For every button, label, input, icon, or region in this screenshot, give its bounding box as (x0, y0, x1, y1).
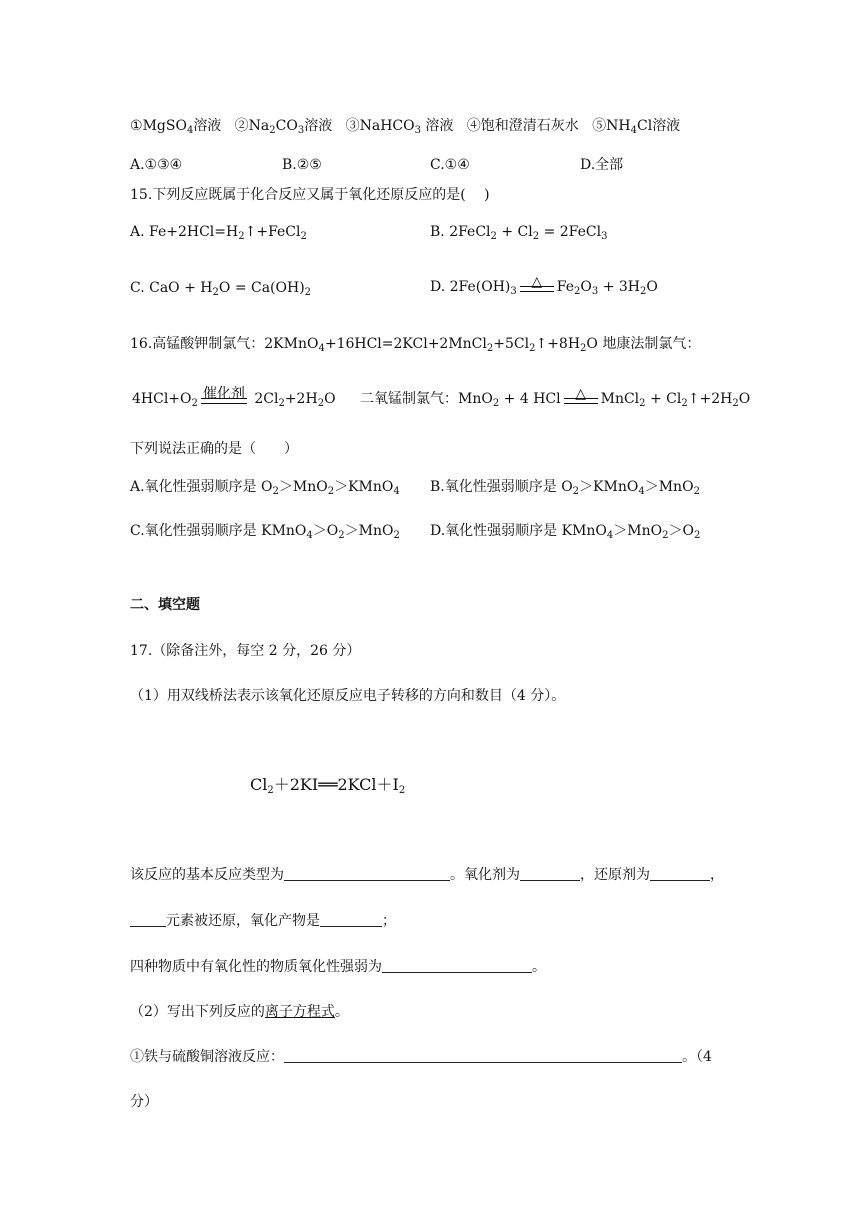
answer-blank-oxidizing-order[interactable] (382, 960, 532, 973)
catalyst-label: 催化剂 (202, 386, 245, 402)
option-label: B. (430, 224, 450, 240)
formula-part: 2Fe(OH) (449, 279, 511, 295)
q16-line2-deacon (132, 386, 336, 413)
option-5-marker: ⑤ (592, 118, 607, 134)
formula-part: + 4 HCl (499, 391, 561, 407)
text-part: ； (382, 913, 396, 929)
text-part: C.氧化性强弱顺序是 KMnO (130, 523, 307, 539)
subscript: 2 (398, 785, 406, 796)
formula-part: Fe+2HCl=H (149, 224, 239, 240)
heating-condition (564, 386, 598, 413)
text-part: A.氧化性强弱顺序是 O (130, 479, 273, 495)
option-4-text: ④饱和澄清石灰水 (466, 118, 579, 134)
q14-answer-d: D.全部 (580, 157, 624, 173)
subscript: 2 (300, 231, 307, 242)
answer-blank-oxidant[interactable] (520, 868, 580, 881)
heat-symbol: △ (575, 386, 586, 402)
subscript: 2 (304, 287, 312, 298)
answer-blank-oxidation-product[interactable] (320, 914, 382, 927)
text-part: ＞MnO (644, 479, 694, 495)
subscript: 4 (393, 486, 400, 497)
subscript: 2 (639, 398, 646, 409)
formula-part: +2H (284, 391, 318, 407)
text-part: 16.高锰酸钾制氯气：2KMnO (130, 336, 319, 352)
heat-symbol: △ (531, 274, 543, 290)
text-part: O 地康法制氯气： (586, 336, 701, 352)
subscript: 2 (191, 398, 198, 409)
option-3-text: 溶液 (420, 118, 454, 134)
answer-blank-element[interactable] (130, 914, 166, 927)
q15-option-d (430, 274, 658, 301)
subscript: 4 (630, 125, 637, 136)
section-heading: 二、填空题 (130, 597, 200, 613)
subscript: 2 (662, 530, 669, 541)
formula-part: 4HCl+O (132, 391, 192, 407)
option-5-formula-b: Cl (636, 118, 653, 134)
formula-part: O (646, 279, 658, 295)
formula-part: + Cl (645, 391, 682, 407)
subscript: 3 (414, 125, 421, 136)
q16-option-c (130, 522, 400, 545)
q17-part2-prompt (130, 1003, 349, 1021)
subscript: 4 (638, 486, 645, 497)
formula-part: ↑+2H (687, 391, 733, 407)
formula-part: ↑+FeCl (244, 224, 301, 240)
text-part: B.氧化性强弱顺序是 O (430, 479, 573, 495)
formula-part: O (738, 391, 751, 407)
subscript: 4 (186, 125, 194, 136)
subscript: 2 (492, 398, 500, 409)
subscript: 2 (338, 530, 345, 541)
text-part: ＞O (668, 523, 694, 539)
text-part: ，还原剂为 (580, 867, 650, 883)
q14-answer-a: A.①③④ (130, 157, 183, 173)
answer-blank-reductant[interactable] (650, 868, 710, 881)
q16-option-b (430, 478, 700, 501)
formula-part: Fe (556, 279, 575, 295)
text-part: 该反应的基本反应类型为 (130, 867, 284, 883)
formula-part: O = Ca(OH) (218, 280, 305, 296)
q14-options-line (130, 117, 680, 140)
subscript: 3 (601, 231, 608, 242)
option-3-marker: ③ (345, 118, 360, 134)
catalyst-condition (201, 386, 247, 413)
option-5-formula: NH (606, 118, 631, 134)
option-1-formula: MgSO (142, 118, 187, 134)
q17-part1-prompt: （1）用双线桥法表示该氧化还原反应电子转移的方向和数目（4 分）。 (130, 688, 566, 704)
subscript: 4 (318, 343, 325, 354)
subscript: 2 (269, 125, 276, 136)
option-5-text: 溶液 (652, 118, 681, 134)
text-part: +5Cl (493, 336, 530, 352)
subscript: 2 (327, 486, 335, 497)
subscript: 2 (694, 530, 701, 541)
q15-option-b (430, 223, 607, 246)
text-part: ＞KMnO (334, 479, 394, 495)
text-part: ＞O (312, 523, 339, 539)
answer-blank-ionic-equation[interactable] (284, 1050, 682, 1063)
text-part: 。 (532, 959, 546, 975)
subscript: 2 (732, 398, 739, 409)
subscript: 2 (490, 231, 497, 242)
formula-part: O (324, 391, 336, 407)
q17-header: 17.（除备注外，每空 2 分，26 分） (130, 643, 361, 659)
subscript: 2 (272, 486, 279, 497)
subscript: 2 (212, 287, 219, 298)
formula-part: 2Cl (254, 391, 279, 407)
text-part: ①铁与硫酸铜溶液反应： (130, 1049, 284, 1065)
q14-answer-b: B.②⑤ (282, 157, 322, 173)
text-part: （2）写出下列反应的 (130, 1004, 265, 1020)
subscript: 2 (532, 231, 540, 242)
text-part: D.氧化性强弱顺序是 KMnO (430, 523, 607, 539)
text-part: ＞MnO (344, 523, 394, 539)
q17-fill-line3 (130, 958, 546, 976)
subscript: 2 (574, 286, 581, 297)
q16-line2-mno2 (360, 386, 751, 413)
q17-part2-item1 (130, 1048, 712, 1066)
text-part: 元素被还原，氧化产物是 (166, 913, 320, 929)
subscript: 2 (486, 343, 494, 354)
text-part: +16HCl=2KCl+2MnCl (324, 336, 487, 352)
q15-stem: 15.下列反应既属于化合反应又属于氧化还原反应的是( ) (130, 187, 490, 203)
text-part: 。 (334, 1004, 349, 1020)
q17-part2-item1-cont: 分） (130, 1094, 158, 1110)
subscript: 2 (267, 785, 274, 796)
subscript: 2 (317, 398, 325, 409)
option-3-formula: NaHCO (359, 118, 415, 134)
formula-part: + 3H (598, 279, 640, 295)
formula-part: ＋2KI══2KCl＋I (273, 775, 399, 794)
option-label: D. (430, 279, 450, 295)
text-part: 四种物质中有氧化性的物质氧化性强弱为 (130, 959, 382, 975)
subscript: 2 (278, 398, 285, 409)
q16-prompt: 下列说法正确的是（ ） (130, 441, 298, 457)
option-label: C. (130, 280, 150, 296)
subscript: 2 (693, 486, 700, 497)
subscript: 2 (580, 343, 587, 354)
text-part: ＞MnO (613, 523, 663, 539)
text-part: 。（4 (682, 1049, 712, 1065)
text-part: 二氧锰制氯气： (360, 391, 458, 407)
text-part: ， (710, 867, 724, 883)
q16-option-a (130, 478, 400, 501)
option-label: A. (130, 224, 150, 240)
formula-part: + Cl (496, 224, 533, 240)
subscript: 2 (238, 231, 245, 242)
subscript: 3 (510, 286, 517, 297)
subscript: 2 (640, 286, 647, 297)
underlined-term: 离子方程式 (264, 1004, 335, 1020)
subscript: 3 (297, 125, 305, 136)
subscript: 4 (306, 530, 313, 541)
formula-part: MnO (458, 391, 493, 407)
q14-answer-c: C.①④ (430, 157, 470, 173)
subscript: 2 (393, 530, 400, 541)
option-1-marker: ① (130, 118, 143, 134)
subscript: 2 (681, 398, 688, 409)
formula-part: O (580, 279, 592, 295)
heating-condition (520, 274, 554, 301)
formula-part: = 2FeCl (539, 224, 602, 240)
q15-option-a (130, 223, 307, 246)
formula-part: Cl (250, 775, 268, 794)
subscript: 2 (572, 486, 580, 497)
q17-fill-line2 (130, 912, 396, 930)
q17-fill-line1 (130, 866, 724, 884)
q17-equation (250, 776, 405, 800)
subscript: 2 (529, 343, 536, 354)
text-part: ＞KMnO (579, 479, 639, 495)
option-2-marker: ② (234, 118, 249, 134)
option-2-formula-b: CO (275, 118, 298, 134)
option-2-formula: Na (248, 118, 270, 134)
text-part: ＞MnO (278, 479, 328, 495)
subscript: 4 (606, 530, 614, 541)
formula-part: CaO + H (149, 280, 213, 296)
q16-option-d (430, 522, 700, 545)
answer-blank-reaction-type[interactable] (284, 868, 450, 881)
text-part: 。氧化剂为 (450, 867, 520, 883)
formula-part: MnCl (600, 391, 640, 407)
q15-option-c (130, 279, 311, 302)
option-2-text: 溶液 (304, 118, 333, 134)
formula-part: 2FeCl (449, 224, 491, 240)
option-1-text: 溶液 (193, 118, 222, 134)
subscript: 3 (591, 286, 599, 297)
text-part: ↑+8H (535, 336, 581, 352)
q16-line1 (130, 335, 700, 358)
